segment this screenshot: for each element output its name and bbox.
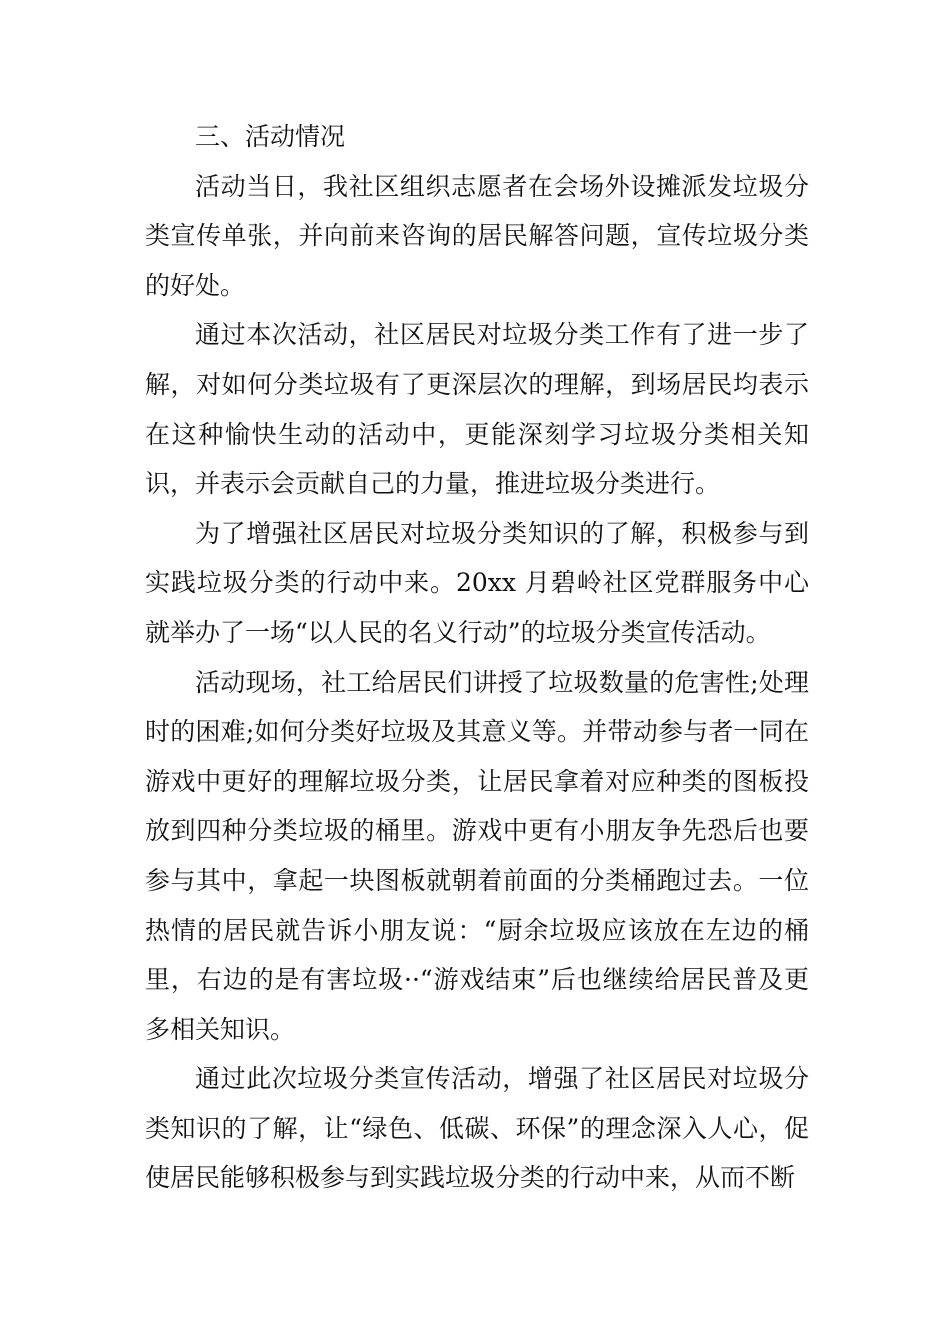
document-body (145, 112, 809, 1203)
paragraph-event-scene: 活动现场，社工给居民们讲授了垃圾数量的危害性;处理时的困难;如何分类好垃圾及其意义等。并带动参与者一同在游戏中更好的理解垃圾分类，让居民拿着对应种类的图板投放到四种分类垃圾的桶里。游戏中更有小朋友争先恐后也要参与其中，拿起一块图板就朝着前面的分类桶跑过去。一位热情的居民就告诉小朋友说：“厨余垃圾应该放在左边的桶里，右边的是有害垃圾··“游戏结束”后也继续给居民普及更多相关知识。 (145, 667, 809, 1044)
section-heading: 三、活动情况 (195, 122, 346, 151)
paragraph-event-intro: 为了增强社区居民对垃圾分类知识的了解，积极参与到实践垃圾分类的行动中来。20xx 月碧岭社区党群服务中心就举办了一场“以人民的名义行动”的垃圾分类宣传活动。 (145, 518, 809, 647)
paragraph-activity-day: 活动当日，我社区组织志愿者在会场外设摊派发垃圾分类宣传单张，并向前来咨询的居民解答问题，宣传垃圾分类的好处。 (145, 171, 809, 300)
paragraph-conclusion: 通过此次垃圾分类宣传活动，增强了社区居民对垃圾分类知识的了解，让“绿色、低碳、环保”的理念深入人心，促使居民能够积极参与到实践垃圾分类的行动中来，从而不断 (145, 1064, 809, 1193)
paragraph-activity-outcome: 通过本次活动，社区居民对垃圾分类工作有了进一步了解，对如何分类垃圾有了更深层次的理解，到场居民均表示在这种愉快生动的活动中，更能深刻学习垃圾分类相关知识，并表示会贡献自己的力量，推进垃圾分类进行。 (145, 320, 809, 499)
